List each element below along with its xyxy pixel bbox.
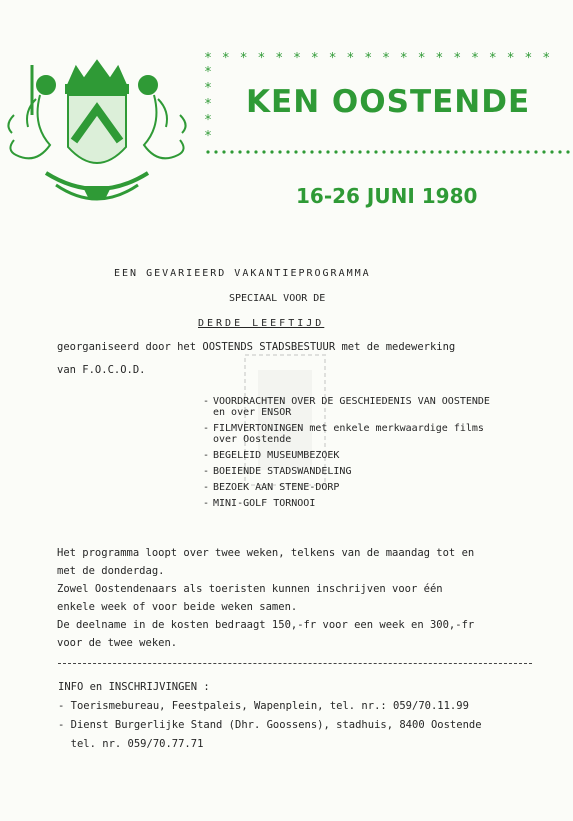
border-dot bbox=[214, 150, 217, 153]
star-ornament: * bbox=[489, 51, 497, 66]
border-dot bbox=[430, 150, 433, 153]
contact-line: tel. nr. 059/70.77.71 bbox=[58, 738, 204, 750]
list-item: - FILMVERTONINGEN met enkele merkwaardige films over Oostende bbox=[203, 423, 484, 445]
border-dot bbox=[398, 150, 401, 153]
border-dot bbox=[478, 150, 481, 153]
border-dot bbox=[406, 150, 409, 153]
star-ornament: * bbox=[204, 65, 212, 80]
star-ornament: * bbox=[204, 81, 212, 96]
program-description bbox=[57, 544, 474, 652]
border-dot bbox=[486, 150, 489, 153]
border-dot bbox=[558, 150, 561, 153]
border-dot bbox=[438, 150, 441, 153]
border-dot bbox=[270, 150, 273, 153]
star-ornament: * bbox=[258, 51, 265, 66]
description-line: voor de twee weken. bbox=[57, 637, 178, 649]
border-dot bbox=[206, 150, 209, 153]
border-dot bbox=[422, 150, 425, 153]
list-item: - BEZOEK AAN STENE-DORP bbox=[203, 482, 340, 493]
star-ornament: * bbox=[311, 51, 319, 66]
star-ornament: * bbox=[347, 51, 354, 66]
list-item: - MINI-GOLF TORNOOI bbox=[203, 498, 316, 509]
border-dot bbox=[278, 150, 281, 153]
description-line: enkele week of voor beide weken samen. bbox=[57, 601, 298, 613]
border-dot bbox=[318, 150, 321, 153]
audience-heading: DERDE LEEFTIJD bbox=[198, 318, 325, 329]
organizer-line: georganiseerd door het OOSTENDS STADSBESTUUR met de medewerking bbox=[57, 341, 456, 353]
star-ornament: * bbox=[382, 51, 390, 66]
border-dot bbox=[494, 150, 497, 153]
star-ornament: * bbox=[204, 97, 212, 112]
border-dot bbox=[446, 150, 449, 153]
star-ornament: * bbox=[542, 51, 550, 66]
special-for-label: SPECIAAL VOOR DE bbox=[229, 293, 326, 304]
border-dot bbox=[254, 150, 257, 153]
organizer-line-cont: van F.O.C.O.D. bbox=[57, 364, 146, 376]
border-dot bbox=[326, 150, 329, 153]
info-section bbox=[58, 678, 482, 754]
info-heading: INFO en INSCHRIJVINGEN : bbox=[58, 681, 210, 693]
border-dot bbox=[286, 150, 289, 153]
star-ornament: * bbox=[204, 129, 212, 144]
star-ornament: * bbox=[204, 51, 212, 66]
border-dot bbox=[518, 150, 521, 153]
border-dot bbox=[374, 150, 377, 153]
program-subtitle: EEN GEVARIEERD VAKANTIEPROGRAMMA bbox=[114, 268, 371, 279]
border-dot bbox=[526, 150, 529, 153]
border-dot bbox=[334, 150, 337, 153]
border-dot bbox=[222, 150, 225, 153]
list-item: - BOEIENDE STADSWANDELING bbox=[203, 466, 352, 477]
description-line: met de donderdag. bbox=[57, 565, 165, 577]
star-ornament: * bbox=[240, 51, 247, 66]
star-ornament: * bbox=[329, 51, 336, 66]
star-ornament: * bbox=[471, 51, 479, 66]
border-dot bbox=[454, 150, 457, 153]
border-dot bbox=[470, 150, 473, 153]
border-dot bbox=[302, 150, 305, 153]
star-ornament: * bbox=[293, 51, 301, 66]
description-line: Zowel Oostendenaars als toeristen kunnen inschrijven voor één bbox=[57, 583, 443, 595]
event-dates: 16-26 JUNI 1980 bbox=[296, 184, 478, 208]
border-dot bbox=[342, 150, 345, 153]
program-list bbox=[203, 396, 490, 514]
star-ornament: * bbox=[222, 51, 230, 66]
star-ornament: * bbox=[275, 51, 283, 66]
border-dot bbox=[502, 150, 505, 153]
border-dot bbox=[462, 150, 465, 153]
description-line: De deelname in de kosten bedraagt 150,-fr voor een week en 300,-fr bbox=[57, 619, 475, 631]
list-item: - BEGELEID MUSEUMBEZOEK bbox=[203, 450, 340, 461]
border-dot bbox=[510, 150, 513, 153]
star-ornament: * bbox=[507, 51, 514, 66]
border-dot bbox=[246, 150, 249, 153]
star-ornament: * bbox=[436, 51, 443, 66]
border-dot bbox=[542, 150, 545, 153]
border-dot bbox=[310, 150, 313, 153]
border-dot bbox=[534, 150, 537, 153]
border-dot bbox=[262, 150, 265, 153]
border-dot bbox=[294, 150, 297, 153]
star-ornament: * bbox=[525, 51, 532, 66]
description-line: Het programma loopt over twee weken, telkens van de maandag tot en bbox=[57, 547, 475, 559]
list-item: - VOORDRACHTEN OVER DE GESCHIEDENIS VAN OOSTENDE en over ENSOR bbox=[203, 396, 490, 418]
border-dot bbox=[238, 150, 241, 153]
border-dot bbox=[566, 150, 569, 153]
star-ornament: * bbox=[364, 51, 372, 66]
star-ornament: * bbox=[400, 51, 408, 66]
star-ornament: * bbox=[453, 51, 461, 66]
city-coat-of-arms-emblem bbox=[6, 55, 188, 215]
star-ornament: * bbox=[418, 51, 425, 66]
border-dot bbox=[358, 150, 361, 153]
border-dot bbox=[550, 150, 553, 153]
border-dot bbox=[230, 150, 233, 153]
border-dot bbox=[382, 150, 385, 153]
border-dot bbox=[414, 150, 417, 153]
border-dot bbox=[350, 150, 353, 153]
contact-line: - Toerismebureau, Feestpaleis, Wapenplein, tel. nr.: 059/70.11.99 bbox=[58, 700, 469, 712]
star-ornament: * bbox=[204, 113, 212, 128]
border-dot bbox=[366, 150, 369, 153]
border-dot bbox=[390, 150, 393, 153]
dashed-divider bbox=[58, 663, 532, 664]
contact-line: - Dienst Burgerlijke Stand (Dhr. Goossens), stadhuis, 8400 Oostende bbox=[58, 719, 482, 731]
banner-title: KEN OOSTENDE bbox=[246, 84, 531, 120]
